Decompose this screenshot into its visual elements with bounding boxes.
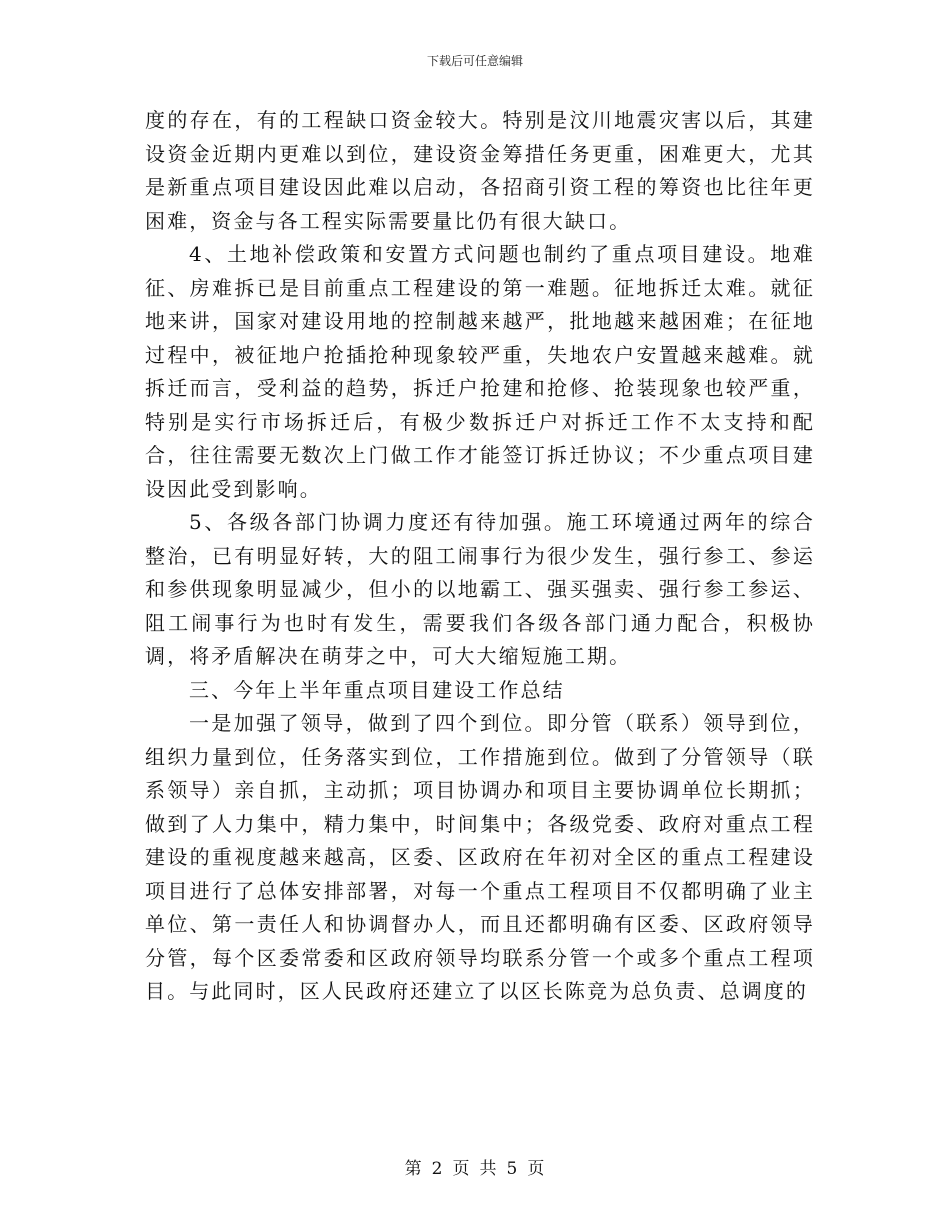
paragraph: 度的存在，有的工程缺口资金较大。特别是汶川地震灾害以后，其建设资金近期内更难以到位，建设资金筹措任务更重，困难更大，尤其是新重点项目建设因此难以启动，各招商引资工程的筹资也比往年更困难，资金与各工程实际需要量比仍有很大缺口。 xyxy=(145,108,815,233)
footer-suffix: 页 xyxy=(527,1159,546,1179)
total-pages-number: 5 xyxy=(506,1159,519,1179)
document-body xyxy=(145,104,815,1009)
header-text: 下载后可任意编辑 xyxy=(426,54,523,68)
footer-page-word: 页 xyxy=(452,1159,471,1179)
footer-prefix: 第 xyxy=(404,1159,423,1179)
page-header xyxy=(0,53,950,69)
paragraph: 5、各级各部门协调力度还有待加强。施工环境通过两年的综合整治，已有明显好转，大的阻工闹事行为很少发生，强行参工、参运和参供现象明显减少，但小的以地霸工、强买强卖、强行参工参运、阻工闹事行为也时有发生，需要我们各级各部门通力配合，积极协调，将矛盾解决在萌芽之中，可大大缩短施工期。 xyxy=(145,510,815,668)
footer-total-word: 共 xyxy=(479,1159,498,1179)
current-page-number: 2 xyxy=(431,1159,444,1179)
paragraph: 一是加强了领导，做到了四个到位。即分管（联系）领导到位，组织力量到位，任务落实到位，工作措施到位。做到了分管领导（联系领导）亲自抓，主动抓；项目协调办和项目主要协调单位长期抓；做到了人力集中，精力集中，时间集中；各级党委、政府对重点工程建设的重视度越来越高，区委、区政府在年初对全区的重点工程建设项目进行了总体安排部署，对每一个重点工程项目不仅都明确了业主单位、第一责任人和协调督办人，而且还都明确有区委、区政府领导分管，每个区委常委和区政府领导均联系分管一个或多个重点工程项目。与此同时，区人民政府还建立了以区长陈竞为总负责、总调度的 xyxy=(145,711,815,1003)
page-footer xyxy=(0,1158,950,1180)
section-heading: 三、今年上半年重点项目建设工作总结 xyxy=(189,677,565,702)
paragraph: 4、土地补偿政策和安置方式问题也制约了重点项目建设。地难征、房难拆已是目前重点工程建设的第一难题。征地拆迁太难。就征地来讲，国家对建设用地的控制越来越严，批地越来越困难；在征地过程中，被征地户抢插抢种现象较严重，失地农户安置越来越难。就拆迁而言，受利益的趋势，拆迁户抢建和抢修、抢装现象也较严重，特别是实行市场拆迁后，有极少数拆迁户对拆迁工作不太支持和配合，往往需要无数次上门做工作才能签订拆迁协议；不少重点项目建设因此受到影响。 xyxy=(145,242,815,501)
